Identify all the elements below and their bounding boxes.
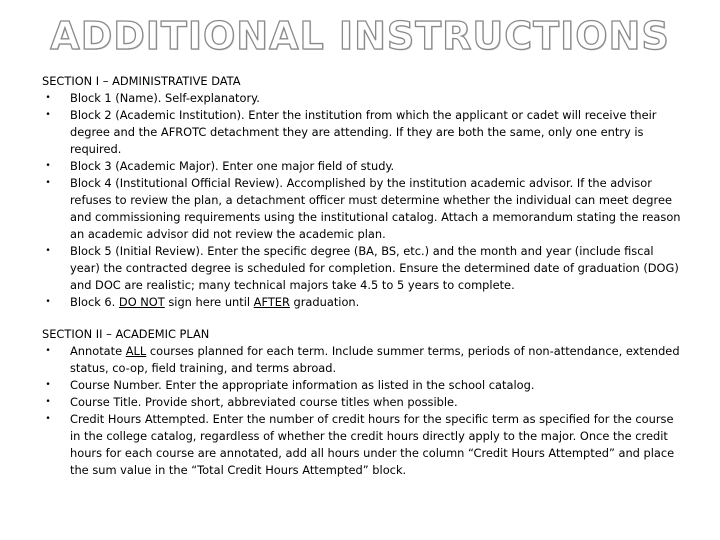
bullet-icon: • — [45, 246, 51, 256]
section-1-heading: SECTION I – ADMINISTRATIVE DATA — [42, 74, 241, 88]
underlined-text: AFTER — [253, 295, 290, 309]
list-item — [42, 343, 682, 377]
list-item — [42, 158, 682, 175]
list-item-text: Block 4 (Institutional Official Review). Accomplished by the institution academic advisor. If the advisor refuses to review the plan, a detachment officer must determine whether the individual can meet degree and commissioning requirements using the institutional catalog. Attach a memorandum stating the reason an academic advisor did not review the academic plan. — [70, 176, 681, 241]
list-item — [42, 107, 682, 158]
section-2-heading: SECTION II – ACADEMIC PLAN — [42, 327, 210, 341]
text-segment: Annotate — [70, 344, 126, 358]
list-item — [42, 175, 682, 243]
text-segment: graduation. — [289, 295, 360, 309]
bullet-icon: • — [45, 110, 51, 120]
list-item — [42, 294, 682, 311]
section-2-list — [42, 343, 682, 479]
list-item — [42, 90, 682, 107]
text-segment: courses planned for each term. Include summer terms, periods of non-attendance, extended status, co-op, field training, and terms abroad. — [70, 344, 680, 375]
bullet-icon: • — [45, 297, 51, 307]
list-item-text: Block 5 (Initial Review). Enter the specific degree (BA, BS, etc.) and the month and year (include fiscal year) the contracted degree is scheduled for completion. Ensure the determined date of graduation (DOG) and DOC are realistic; many technical majors take 4.5 to 5 years to complete. — [70, 244, 679, 292]
instructions-body — [42, 73, 682, 479]
list-item — [42, 394, 682, 411]
list-item-text — [70, 295, 359, 309]
bullet-icon: • — [45, 93, 51, 103]
underlined-text: DO NOT — [118, 295, 165, 309]
list-item-text — [70, 344, 680, 375]
list-item-text: Block 3 (Academic Major). Enter one major field of study. — [70, 159, 395, 173]
section-1-list — [42, 90, 682, 311]
list-item-text: Block 1 (Name). Self-explanatory. — [70, 91, 260, 105]
text-segment: sign here until — [164, 295, 254, 309]
list-item-text: Course Title. Provide short, abbreviated course titles when possible. — [70, 395, 458, 409]
list-item — [42, 377, 682, 394]
list-item-text: Course Number. Enter the appropriate information as listed in the school catalog. — [70, 378, 535, 392]
bullet-icon: • — [45, 178, 51, 188]
bullet-icon: • — [45, 346, 51, 356]
list-item — [42, 411, 682, 479]
list-item-text: Block 2 (Academic Institution). Enter the institution from which the applicant or cadet will receive their degree and the AFROTC detachment they are attending. If they are both the same, only one entry is required. — [70, 108, 657, 156]
list-item — [42, 243, 682, 294]
text-segment: Block 6. — [70, 295, 119, 309]
bullet-icon: • — [45, 161, 51, 171]
bullet-icon: • — [45, 414, 51, 424]
bullet-icon: • — [45, 397, 51, 407]
bullet-icon: • — [45, 380, 51, 390]
underlined-text: ALL — [125, 344, 147, 358]
list-item-text: Credit Hours Attempted. Enter the number of credit hours for the specific term as specified for the course in the college catalog, regardless of whether the credit hours directly apply to the major. Once the credit hours for each course are annotated, add all hours under the column “Credit Hours Attempted” and place the sum value in the “Total Credit Hours Attempted” block. — [70, 412, 675, 477]
page-title: ADDITIONAL INSTRUCTIONS — [50, 14, 670, 58]
